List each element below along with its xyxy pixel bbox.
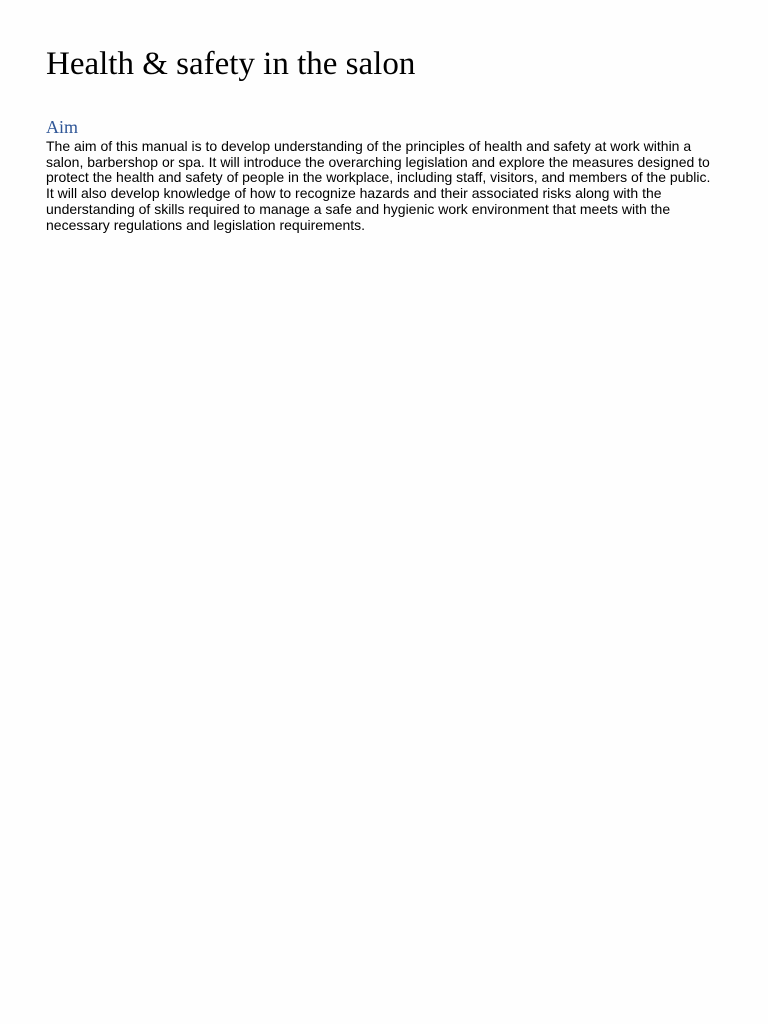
paragraph-line: The aim of this manual is to develop understanding of the principles of health and safety at work within a [46, 138, 692, 154]
aim-paragraph [46, 139, 726, 233]
paragraph-line: It will also develop knowledge of how to recognize hazards and their associated risks along with the [46, 185, 662, 202]
paragraph-line: protect the health and safety of people in the workplace, including staff, visitors, and members of the public. [46, 169, 711, 186]
paragraph-line: necessary regulations and legislation requirements. [46, 216, 366, 233]
section-heading-aim: Aim [46, 117, 79, 137]
paragraph-line: understanding of skills required to manage a safe and hygienic work environment that meets with the [46, 200, 671, 217]
page-title: Health & safety in the salon [46, 46, 416, 82]
paragraph-line: salon, barbershop or spa. It will introduce the overarching legislation and explore the measures designed to [46, 153, 710, 170]
